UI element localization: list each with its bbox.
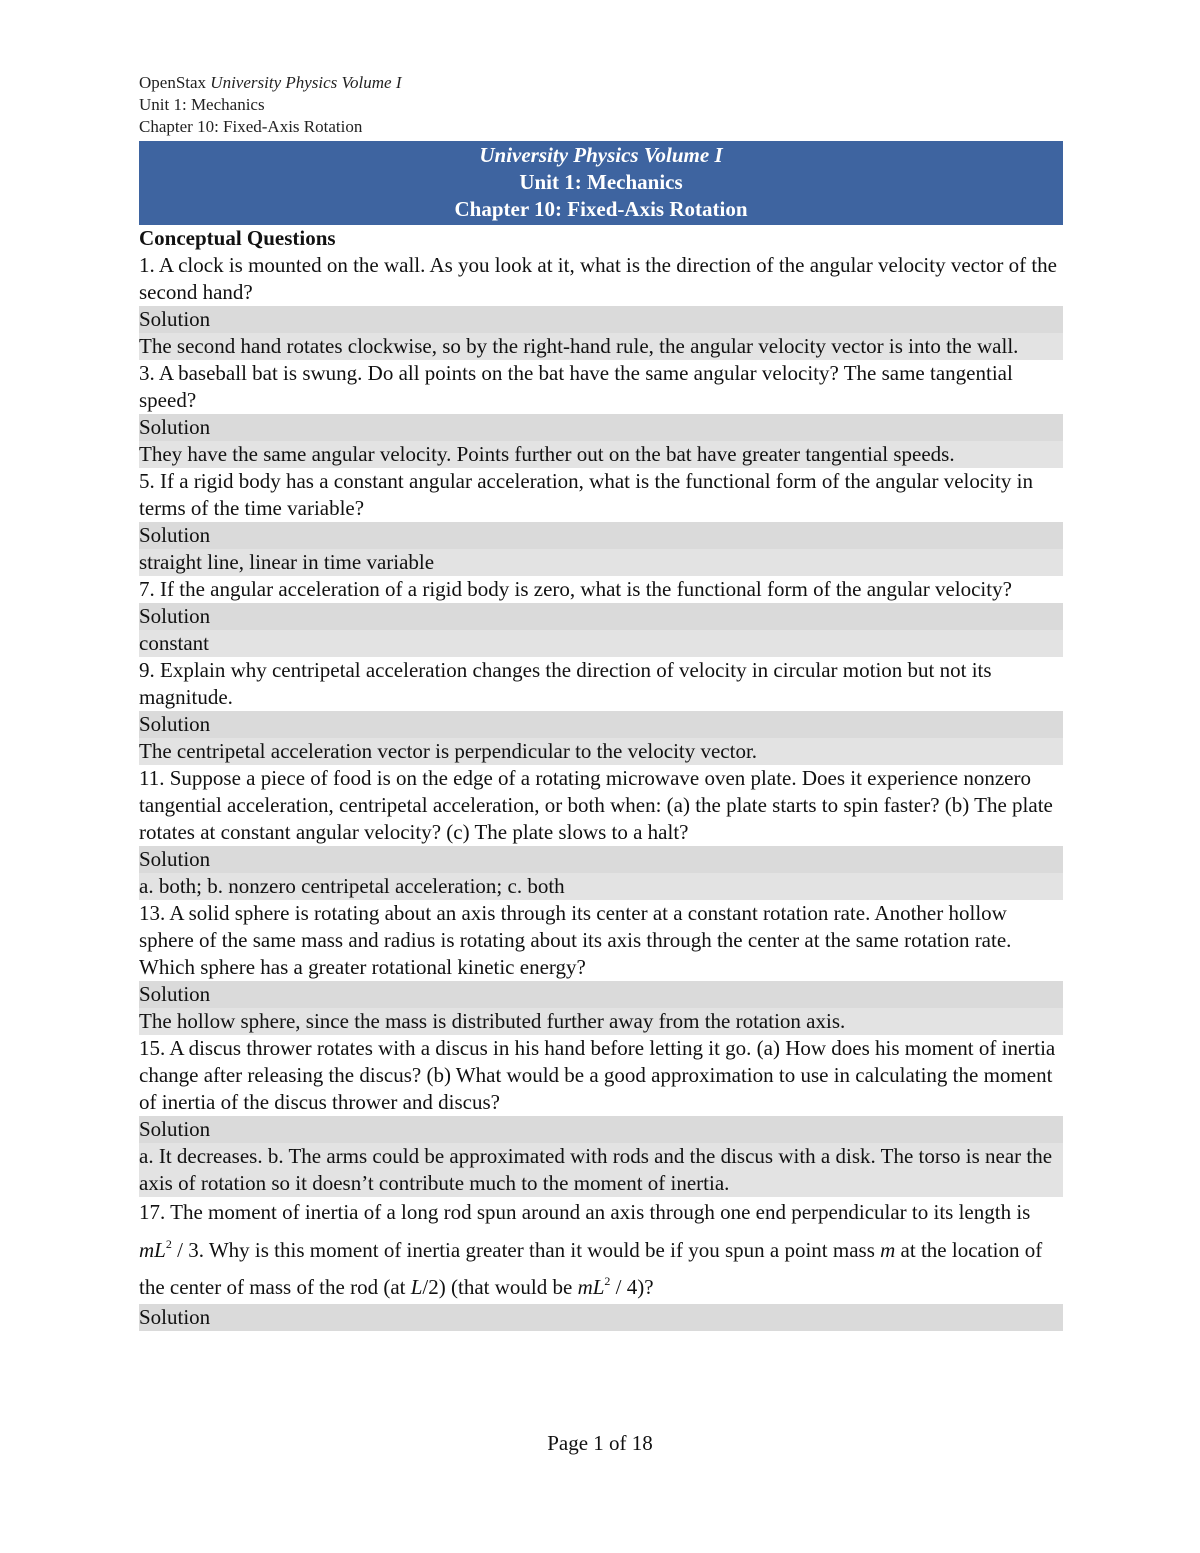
solution-label: Solution [139,846,1063,873]
solution-text: They have the same angular velocity. Points further out on the bat have greater tangential speeds. [139,441,1063,468]
running-head-unit: Unit 1: Mechanics [139,95,265,114]
banner-chapter: Chapter 10: Fixed-Axis Rotation [454,197,748,221]
running-head [139,72,402,138]
solution-label: Solution [139,522,1063,549]
running-head-book-title: University Physics Volume I [210,73,402,92]
solution-label: Solution [139,603,1063,630]
question-text: 11. Suppose a piece of food is on the edge of a rotating microwave oven plate. Does it experience nonzero tangential acceleration, centripetal acceleration, or both when: (a) the plate starts to spin faster? (b) The plate rotates at constant angular velocity? (c) The plate slows to a halt? [139,766,1053,844]
solution-text: The second hand rotates clockwise, so by the right-hand rule, the angular velocity vector is into the wall. [139,333,1063,360]
question-text: 13. A solid sphere is rotating about an axis through its center at a constant rotation rate. Another hollow sphere of the same mass and radius is rotating about its axis through the center at the same rotation rate. Which sphere has a greater rotational kinetic energy? [139,901,1012,979]
banner-unit: Unit 1: Mechanics [519,170,683,194]
solution-label: Solution [139,1116,1063,1143]
running-head-chapter: Chapter 10: Fixed-Axis Rotation [139,117,363,136]
question-17: 17. The moment of inertia of a long rod spun around an axis through one end perpendicular to its length is $mL^2 / 3$. Why is this moment of inertia greater than it would be if you spun a point mass m at the location of the center of mass of the rod (at L/2) (that would be $mL^2 / 4$)? [139,1200,1043,1299]
question-text: 5. If a rigid body has a constant angular acceleration, what is the functional form of the angular velocity in terms of the time variable? [139,469,1033,520]
question-text: 15. A discus thrower rotates with a discus in his hand before letting it go. (a) How does his moment of inertia change after releasing the discus? (b) What would be a good approximation to use in calculating the moment of inertia of the discus thrower and discus? [139,1036,1056,1114]
title-banner [139,141,1063,225]
question-text: 7. If the angular acceleration of a rigid body is zero, what is the functional form of the angular velocity? [139,577,1012,601]
question-list [139,252,1063,1197]
solution-text: constant [139,630,1063,657]
question-text: 3. A baseball bat is swung. Do all points on the bat have the same angular velocity? The same tangential speed? [139,361,1013,412]
solution-label: Solution [139,1304,1063,1331]
document-body [139,141,1063,1331]
solution-text: The hollow sphere, since the mass is distributed further away from the rotation axis. [139,1008,1063,1035]
solution-text: a. both; b. nonzero centripetal acceleration; c. both [139,873,1063,900]
solution-label: Solution [139,414,1063,441]
banner-book-title: University Physics Volume I [479,143,723,167]
solution-label: Solution [139,711,1063,738]
question-text: 1. A clock is mounted on the wall. As you look at it, what is the direction of the angular velocity vector of the second hand? [139,253,1057,304]
solution-text: a. It decreases. b. The arms could be approximated with rods and the discus with a disk. The torso is near the axis of rotation so it doesn’t contribute much to the moment of inertia. [139,1143,1063,1197]
running-head-book: OpenStax University Physics Volume I [139,73,402,92]
question-text: 9. Explain why centripetal acceleration changes the direction of velocity in circular motion but not its magnitude. [139,658,992,709]
section-heading: Conceptual Questions [139,226,336,250]
solution-text: straight line, linear in time variable [139,549,1063,576]
solution-label: Solution [139,306,1063,333]
solution-text: The centripetal acceleration vector is perpendicular to the velocity vector. [139,738,1063,765]
solution-label: Solution [139,981,1063,1008]
page-number: Page 1 of 18 [547,1431,653,1455]
